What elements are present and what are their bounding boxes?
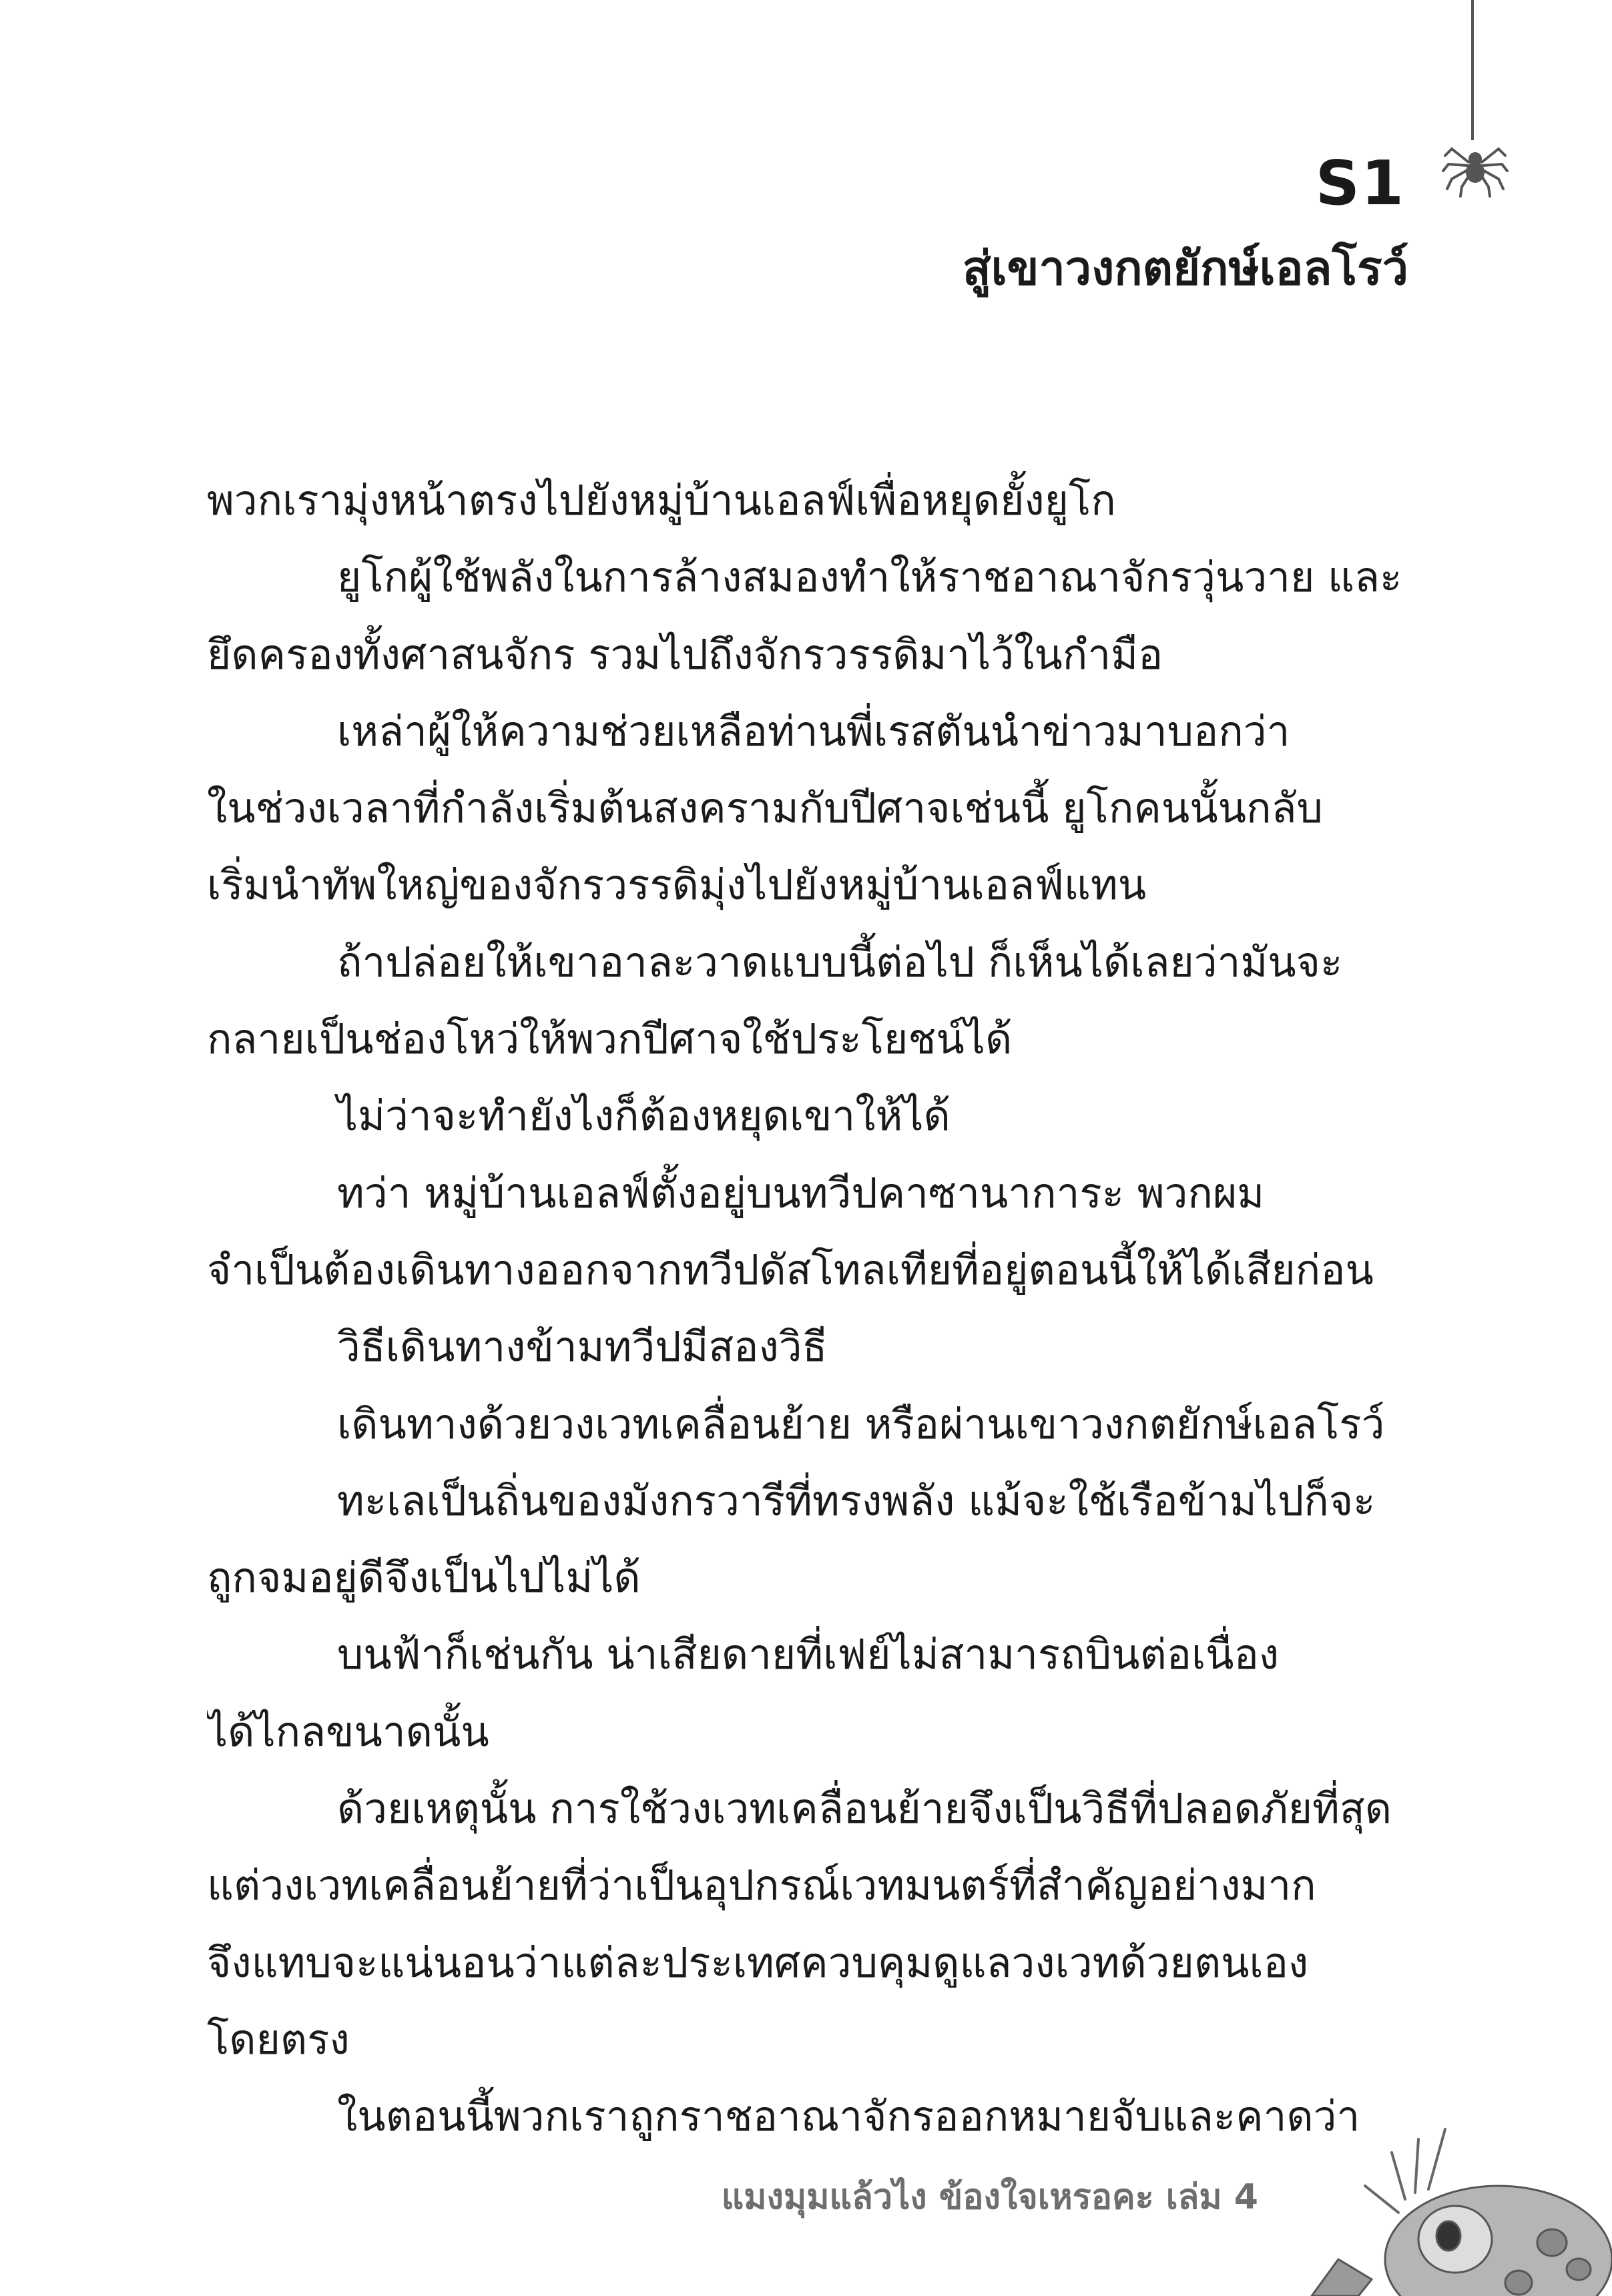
paragraph-line: ในช่วงเวลาที่กำลังเริ่มต้นสงครามกับปีศาจเช่นนี้ ยูโกคนนั้นกลับ <box>207 784 1323 833</box>
paragraph-line: กลายเป็นช่องโหว่ให้พวกปีศาจใช้ประโยชน์ได้ <box>207 1015 1013 1064</box>
spider-thread <box>1471 0 1474 140</box>
chapter-title: สู่เขาวงกตยักษ์เอลโรว์ <box>962 241 1408 296</box>
paragraph-line: พวกเรามุ่งหน้าตรงไปยังหมู่บ้านเอลฟ์เพื่อหยุดยั้งยูโก <box>207 476 1116 525</box>
paragraph-line: เดินทางด้วยวงเวทเคลื่อนย้าย หรือผ่านเขาวงกตยักษ์เอลโรว์ <box>337 1399 1385 1448</box>
paragraph-line: วิธีเดินทางข้ามทวีปมีสองวิธี <box>337 1322 828 1372</box>
paragraph-line: ทะเลเป็นถิ่นของมังกรวารีที่ทรงพลัง แม้จะใช้เรือข้ามไปก็จะ <box>337 1476 1376 1525</box>
body-text <box>207 462 1408 2155</box>
paragraph-line: จำเป็นต้องเดินทางออกจากทวีปดัสโทลเทียที่อยู่ตอนนี้ให้ได้เสียก่อน <box>207 1245 1374 1294</box>
running-footer: แมงมุมแล้วไง ข้องใจเหรอคะ เล่ม 4 <box>721 2177 1258 2217</box>
spider-mascot-icon <box>1298 2126 1612 2296</box>
paragraph-line: เริ่มนำทัพใหญ่ของจักรวรรดิมุ่งไปยังหมู่บ้านเอลฟ์แทน <box>207 860 1147 910</box>
chapter-number: S1 <box>1315 148 1405 219</box>
paragraph-line: ไม่ว่าจะทำยังไงก็ต้องหยุดเขาให้ได้ <box>337 1091 951 1141</box>
paragraph-line: ถูกจมอยู่ดีจึงเป็นไปไม่ได้ <box>207 1553 641 1603</box>
paragraph-line: บนฟ้าก็เช่นกัน น่าเสียดายที่เฟย์ไม่สามารถบินต่อเนื่อง <box>337 1630 1280 1679</box>
paragraph-line: ด้วยเหตุนั้น การใช้วงเวทเคลื่อนย้ายจึงเป็นวิธีที่ปลอดภัยที่สุด <box>337 1784 1392 1833</box>
paragraph-line: เหล่าผู้ให้ความช่วยเหลือท่านพี่เรสตันนำข่าวมาบอกว่า <box>337 706 1290 756</box>
spider-hanging-icon <box>1442 132 1509 199</box>
paragraph-line: ถ้าปล่อยให้เขาอาละวาดแบบนี้ต่อไป ก็เห็นได้เลยว่ามันจะ <box>337 937 1343 986</box>
paragraph-line: จึงแทบจะแน่นอนว่าแต่ละประเทศควบคุมดูแลวงเวทด้วยตนเอง <box>207 1938 1309 1987</box>
paragraph-line: แต่วงเวทเคลื่อนย้ายที่ว่าเป็นอุปกรณ์เวทมนตร์ที่สำคัญอย่างมาก <box>207 1861 1316 1910</box>
paragraph-line: ทว่า หมู่บ้านเอลฟ์ตั้งอยู่บนทวีปคาซานาการะ พวกผม <box>337 1168 1265 1217</box>
paragraph-line: โดยตรง <box>207 2014 350 2064</box>
paragraph-line: ยูโกผู้ใช้พลังในการล้างสมองทำให้ราชอาณาจักรวุ่นวาย และ <box>337 553 1402 602</box>
paragraph-line: ได้ไกลขนาดนั้น <box>207 1707 489 1756</box>
paragraph-line: ในตอนนี้พวกเราถูกราชอาณาจักรออกหมายจับและคาดว่า <box>337 2092 1360 2141</box>
paragraph-line: ยึดครองทั้งศาสนจักร รวมไปถึงจักรวรรดิมาไว้ในกำมือ <box>207 629 1163 679</box>
